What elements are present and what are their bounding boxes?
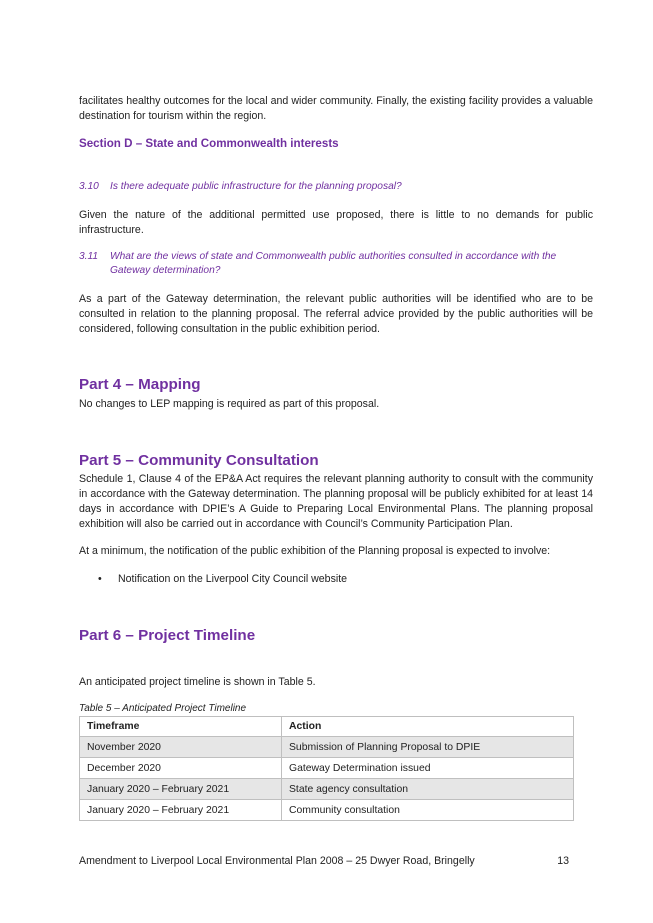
action-cell: Gateway Determination issued [282, 758, 574, 779]
answer-3-11: As a part of the Gateway determination, the relevant public authorities will be identified who are to be consulted in relation to the planning proposal. The referral advice provided by the public authorities will be considered, following consultation in the public exhibition period. [79, 293, 593, 335]
part-5-paragraph-2: At a minimum, the notification of the public exhibition of the Planning proposal is expected to involve: [79, 545, 551, 557]
action-cell: Submission of Planning Proposal to DPIE [282, 737, 574, 758]
consultation-bullet-list [79, 572, 593, 587]
timeframe-cell: January 2020 – February 2021 [80, 779, 282, 800]
table-row [80, 737, 574, 758]
part-4-text: No changes to LEP mapping is required as part of this proposal. [79, 398, 380, 410]
question-number: 3.11 [79, 251, 99, 262]
table-header-row [80, 717, 574, 737]
table-row [80, 758, 574, 779]
list-item-text: Notification on the Liverpool City Council website [118, 573, 348, 585]
section-d-heading: Section D – State and Commonwealth interests [79, 137, 339, 150]
part-5-paragraph-1: Schedule 1, Clause 4 of the EP&A Act requires the relevant planning authority to consult with the community in accordance with the Gateway determination. The planning proposal will be publicly exhibited for at least 14 days in accordance with DPIE’s A Guide to Preparing Local Environmental Plans. The planning proposal exhibition will also be carried out in accordance with Council’s Community Participation Plan. [79, 473, 593, 530]
bullet-icon: • [98, 573, 102, 585]
list-item [79, 572, 593, 587]
table-row [80, 779, 574, 800]
timeframe-cell: January 2020 – February 2021 [80, 800, 282, 821]
question-3-10 [79, 180, 593, 194]
part-4-heading: Part 4 – Mapping [79, 376, 201, 393]
column-header-action: Action [282, 717, 574, 737]
footer-title: Amendment to Liverpool Local Environmental Plan 2008 – 25 Dwyer Road, Bringelly [79, 855, 475, 867]
answer-3-10: Given the nature of the additional permitted use proposed, there is little to no demands for public infrastructure. [79, 209, 593, 236]
question-3-11 [79, 250, 593, 278]
question-text: Is there adequate public infrastructure for the planning proposal? [110, 181, 402, 192]
action-cell: State agency consultation [282, 779, 574, 800]
part-5-heading: Part 5 – Community Consultation [79, 452, 319, 469]
timeframe-cell: November 2020 [80, 737, 282, 758]
question-number: 3.10 [79, 181, 99, 192]
project-timeline-table [79, 716, 574, 821]
part-6-heading: Part 6 – Project Timeline [79, 627, 256, 644]
question-text: What are the views of state and Commonwealth public authorities consulted in accordance with the Gateway determination? [110, 251, 557, 276]
intro-paragraph: facilitates healthy outcomes for the local and wider community. Finally, the existing facility provides a valuable destination for tourism within the region. [79, 95, 593, 122]
timeframe-cell: December 2020 [80, 758, 282, 779]
action-cell: Community consultation [282, 800, 574, 821]
page-footer [79, 855, 569, 867]
page-number: 13 [557, 855, 569, 867]
table-row [80, 800, 574, 821]
column-header-timeframe: Timeframe [80, 717, 282, 737]
part-6-intro: An anticipated project timeline is shown in Table 5. [79, 676, 316, 688]
table-caption: Table 5 – Anticipated Project Timeline [79, 703, 247, 714]
